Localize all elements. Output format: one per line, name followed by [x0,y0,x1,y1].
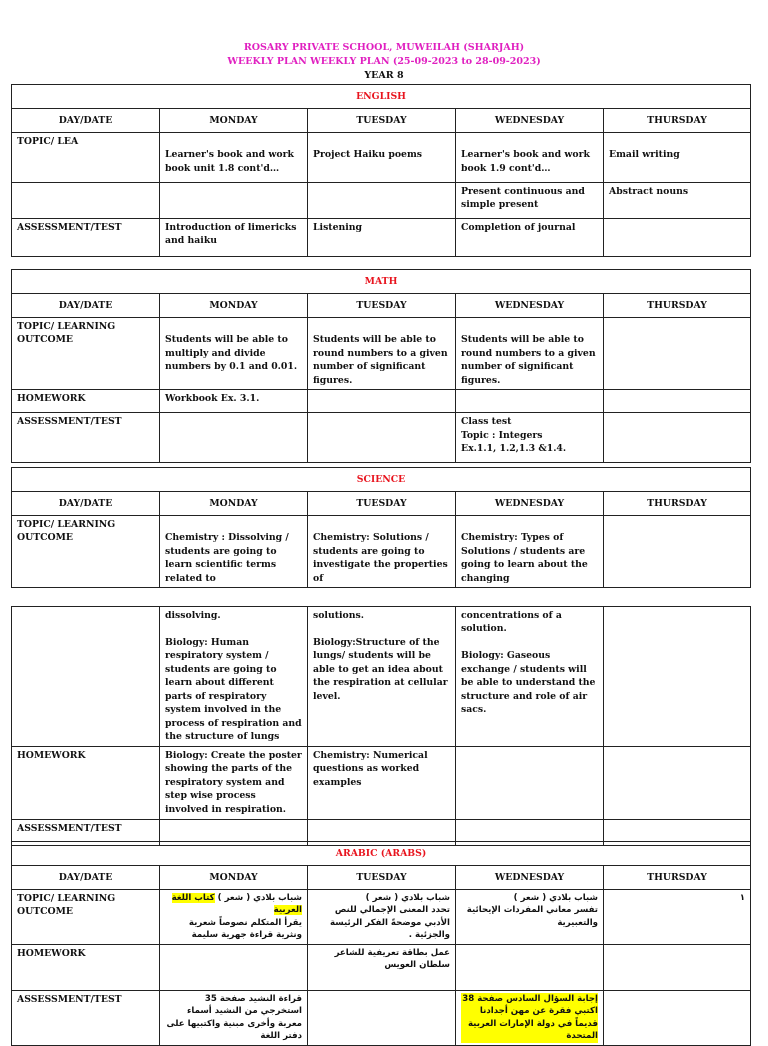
daydate-header: DAY/DATE [12,109,160,133]
table-cell: ١ [604,890,751,945]
table-cell [160,944,308,990]
table-cell: قراءة النشيد صفحة 35 استخرجي من النشيد أسماء معربة وأخرى مبنية واكتبيها على دفتر اللغة [160,990,308,1045]
table-cell: شباب بلادي ( شعر ) تفسر معاني المفردات الإيحائية والتعبيرية [456,890,604,945]
daydate-header: DAY/DATE [12,492,160,516]
science-table-continued [11,606,751,846]
table-cell: شباب بلادي ( شعر ) تحدد المعنى الإجمالي للنص الأدبي موضحةً الفكر الرئيسة والجزئية . [308,890,456,945]
table-cell [604,219,751,257]
table-cell [308,390,456,413]
table-cell [160,413,308,463]
year-label: YEAR 8 [364,70,404,81]
table-cell: إجابة السؤال السادس صفحة 38 اكتبي فقرة عن مهن أجدادنا قديماً في دولة الإمارات العربية المتحدة [456,990,604,1045]
table-cell: Learner's book and work book 1.9 cont'd… [456,133,604,183]
table-cell [604,607,751,747]
row-label: ASSESSMENT/TEST [12,413,160,463]
science-title: SCIENCE [12,468,751,492]
table-cell [604,746,751,819]
table-cell: Email writing [604,133,751,183]
wednesday-header: WEDNESDAY [456,492,604,516]
table-cell [308,990,456,1045]
table-cell: solutions. Biology:Structure of the lungs/ students will be able to get an idea about the respiration at cellular level. [308,607,456,747]
plan-title: WEEKLY PLAN WEEKLY PLAN (25-09-2023 to 28-09-2023) [227,56,541,67]
english-table [11,84,751,257]
row-label: ASSESSMENT/TEST [12,819,160,845]
row-label: TOPIC/ LEA [12,133,160,183]
table-cell: Workbook Ex. 3.1. [160,390,308,413]
thursday-header: THURSDAY [604,492,751,516]
table-cell: Abstract nouns [604,183,751,219]
table-cell [604,516,751,588]
table-cell [456,746,604,819]
monday-header: MONDAY [160,109,308,133]
table-cell: Class test Topic : Integers Ex.1.1, 1.2,1.3 &1.4. [456,413,604,463]
table-cell: Project Haiku poems [308,133,456,183]
thursday-header: THURSDAY [604,866,751,890]
tuesday-header: TUESDAY [308,492,456,516]
tuesday-header: TUESDAY [308,109,456,133]
wednesday-header: WEDNESDAY [456,109,604,133]
table-cell: Introduction of limericks and haiku [160,219,308,257]
math-title: MATH [12,270,751,294]
table-cell: Chemistry: Types of Solutions / students are going to learn about the changing [456,516,604,588]
highlighted-text: كتاب اللغة العربية [171,893,302,916]
row-label: TOPIC/ LEARNING OUTCOME [12,890,160,945]
table-cell: Chemistry : Dissolving / students are going to learn scientific terms related to [160,516,308,588]
row-label [12,607,160,747]
table-cell: عمل بطاقة تعريفية للشاعر سلطان العويس [308,944,456,990]
thursday-header: THURSDAY [604,109,751,133]
table-cell: Students will be able to round numbers to a given number of significant figures. [456,318,604,390]
table-cell [308,413,456,463]
tuesday-header: TUESDAY [308,866,456,890]
table-cell: Students will be able to round numbers to a given number of significant figures. [308,318,456,390]
thursday-header: THURSDAY [604,294,751,318]
table-cell: Listening [308,219,456,257]
table-cell: dissolving. Biology: Human respiratory system / students are going to learn about different parts of respiratory system involved in the process of respiration and the structure of lungs [160,607,308,747]
daydate-header: DAY/DATE [12,294,160,318]
table-cell: شباب بلادي ( شعر ) كتاب اللغة العربية يقرأ المتكلم نصوصاً شعرية ونثرية قراءة جهرية سليمة [160,890,308,945]
table-cell [604,990,751,1045]
english-title: ENGLISH [12,85,751,109]
row-label [12,183,160,219]
monday-header: MONDAY [160,294,308,318]
table-cell [604,390,751,413]
daydate-header: DAY/DATE [12,866,160,890]
table-cell: Chemistry: Solutions / students are going to investigate the properties of [308,516,456,588]
table-cell [308,183,456,219]
table-cell: Present continuous and simple present [456,183,604,219]
table-cell: Biology: Create the poster showing the parts of the respiratory system and step wise process involved in respiration. [160,746,308,819]
row-label: TOPIC/ LEARNING OUTCOME [12,318,160,390]
monday-header: MONDAY [160,492,308,516]
row-label: HOMEWORK [12,390,160,413]
table-cell: concentrations of a solution. Biology: Gaseous exchange / students will be able to understand the structure and role of air sacs. [456,607,604,747]
science-table [11,467,751,588]
table-cell: Completion of journal [456,219,604,257]
arabic-title: ARABIC (ARABS) [12,842,751,866]
table-cell: Chemistry: Numerical questions as worked examples [308,746,456,819]
table-cell [160,183,308,219]
table-cell: Students will be able to multiply and divide numbers by 0.1 and 0.01. [160,318,308,390]
table-cell [456,390,604,413]
math-table [11,269,751,463]
row-label: ASSESSMENT/TEST [12,990,160,1045]
row-label: TOPIC/ LEARNING OUTCOME [12,516,160,588]
row-label: HOMEWORK [12,746,160,819]
table-cell [604,318,751,390]
table-cell: Learner's book and work book unit 1.8 cont'd… [160,133,308,183]
row-label: ASSESSMENT/TEST [12,219,160,257]
wednesday-header: WEDNESDAY [456,866,604,890]
tuesday-header: TUESDAY [308,294,456,318]
school-name: ROSARY PRIVATE SCHOOL, MUWEILAH (SHARJAH) [243,42,525,53]
arabic-table [11,841,751,1046]
table-cell [456,944,604,990]
monday-header: MONDAY [160,866,308,890]
table-cell [604,944,751,990]
row-label: HOMEWORK [12,944,160,990]
table-cell [604,413,751,463]
wednesday-header: WEDNESDAY [456,294,604,318]
